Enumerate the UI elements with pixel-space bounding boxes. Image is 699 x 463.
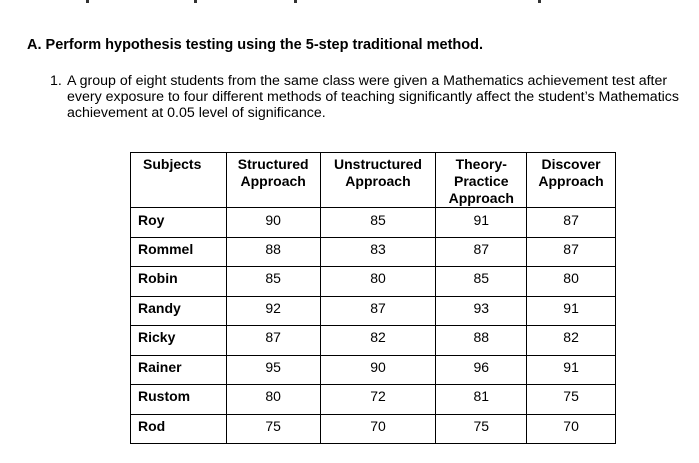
question-number: 1. <box>50 73 62 89</box>
theory-practice-score: 85 <box>436 267 527 297</box>
header-discover-approach: Discover Approach <box>527 153 616 208</box>
header-theory-practice-approach: Theory- Practice Approach <box>436 153 527 208</box>
table-header-row <box>131 153 616 208</box>
unstructured-score: 80 <box>320 267 436 297</box>
table-row <box>131 208 616 238</box>
structured-score: 90 <box>226 208 320 238</box>
structured-score: 92 <box>226 296 320 326</box>
discover-score: 82 <box>527 326 616 356</box>
subject-name: Roy <box>131 208 227 238</box>
table-row <box>131 237 616 267</box>
unstructured-score: 90 <box>320 355 436 385</box>
structured-score: 87 <box>226 326 320 356</box>
subject-name: Randy <box>131 296 227 326</box>
structured-score: 75 <box>226 414 320 444</box>
theory-practice-score: 81 <box>436 385 527 415</box>
unstructured-score: 87 <box>320 296 436 326</box>
subject-name: Rod <box>131 414 227 444</box>
table-row <box>131 326 616 356</box>
discover-score: 80 <box>527 267 616 297</box>
unstructured-score: 70 <box>320 414 436 444</box>
discover-score: 91 <box>527 296 616 326</box>
table-row <box>131 355 616 385</box>
question-block <box>50 73 690 121</box>
header-structured-approach: Structured Approach <box>226 153 320 208</box>
table-row <box>131 414 616 444</box>
theory-practice-score: 87 <box>436 237 527 267</box>
header-subjects: Subjects <box>131 153 227 208</box>
table-row <box>131 385 616 415</box>
table-row <box>131 296 616 326</box>
subject-name: Rainer <box>131 355 227 385</box>
structured-score: 85 <box>226 267 320 297</box>
discover-score: 87 <box>527 208 616 238</box>
discover-score: 70 <box>527 414 616 444</box>
subject-name: Rommel <box>131 237 227 267</box>
discover-score: 91 <box>527 355 616 385</box>
subject-name: Rustom <box>131 385 227 415</box>
cropped-previous-line <box>0 0 699 4</box>
data-table <box>130 152 616 444</box>
structured-score: 80 <box>226 385 320 415</box>
theory-practice-score: 91 <box>436 208 527 238</box>
theory-practice-score: 96 <box>436 355 527 385</box>
structured-score: 88 <box>226 237 320 267</box>
header-unstructured-approach: Unstructured Approach <box>320 153 436 208</box>
unstructured-score: 82 <box>320 326 436 356</box>
unstructured-score: 85 <box>320 208 436 238</box>
theory-practice-score: 88 <box>436 326 527 356</box>
subject-name: Ricky <box>131 326 227 356</box>
section-title: A. Perform hypothesis testing using the 5-step traditional method. <box>27 37 483 53</box>
structured-score: 95 <box>226 355 320 385</box>
unstructured-score: 83 <box>320 237 436 267</box>
question-text: A group of eight students from the same class were given a Mathematics achievement test after every exposure to four different methods of teaching significantly affect the student’s Mathematics achievement at 0.05 level of significance. <box>67 73 679 121</box>
table-row <box>131 267 616 297</box>
discover-score: 75 <box>527 385 616 415</box>
theory-practice-score: 75 <box>436 414 527 444</box>
discover-score: 87 <box>527 237 616 267</box>
subject-name: Robin <box>131 267 227 297</box>
theory-practice-score: 93 <box>436 296 527 326</box>
unstructured-score: 72 <box>320 385 436 415</box>
